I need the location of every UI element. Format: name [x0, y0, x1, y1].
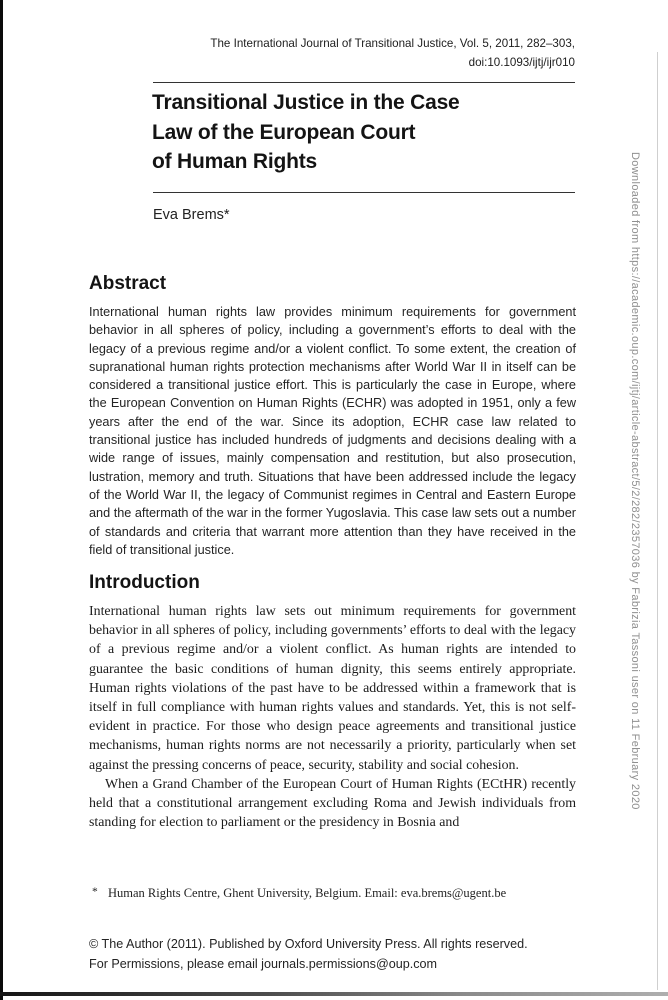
- article-title-line-1: Transitional Justice in the Case: [152, 91, 460, 114]
- footnote-marker: *: [92, 886, 98, 898]
- footnote-text: Human Rights Centre, Ghent University, Belgium. Email: eva.brems@ugent.be: [108, 886, 507, 900]
- divider-above-title: [153, 82, 575, 83]
- author-affiliation-footnote: [92, 886, 579, 901]
- article-title-line-2: Law of the European Court: [152, 120, 416, 144]
- article-title: [152, 88, 460, 177]
- copyright-line-2: For Permissions, please email journals.permissions@oup.com: [89, 956, 438, 971]
- page-scan-edge-right: [657, 52, 658, 990]
- divider-below-title: [153, 192, 575, 193]
- introduction-heading: Introduction: [89, 572, 200, 593]
- page-scan-edge-bottom: [0, 992, 668, 996]
- journal-doi: doi:10.1093/ijtj/ijr010: [468, 56, 575, 69]
- introduction-paragraph-1: International human rights law sets out minimum requirements for government behavior in all spheres of policy, including governments’ efforts to deal with the legacy of a previous regime and/or a violent conflict. As human rights are intended to guarantee the basic conditions of human dignity, this seems entirely appropriate. Human rights violations of the past have to be addressed within a framework that is itself in full compliance with human rights values and standards. Yet, this is not self-evident in practice. For those who design peace agreements and transitional justice mechanisms, human rights norms are not necessarily a priority, particularly when set against the pressing concerns of peace, security, stability and social cohesion.: [89, 604, 576, 773]
- copyright-notice: [89, 935, 576, 974]
- abstract-heading: Abstract: [89, 273, 167, 294]
- journal-citation-line: The International Journal of Transitional Justice, Vol. 5, 2011, 282–303,: [210, 37, 575, 50]
- copyright-line-1: © The Author (2011). Published by Oxford University Press. All rights reserved.: [89, 937, 528, 951]
- introduction-paragraph-2: When a Grand Chamber of the European Court of Human Rights (ECtHR) recently held that a constitutional arrangement excluding Roma and Jewish individuals from standing for election to parliament or the presidency in Bosnia and: [89, 776, 576, 831]
- abstract-text: International human rights law provides minimum requirements for government behavior in all spheres of policy, including a government’s efforts to deal with the legacy of a previous regime and/or a violent conflict. To some extent, the creation of supranational human rights protection mechanisms after World War II in itself can be considered a transitional justice effort. This is particularly the case in Europe, where the European Convention on Human Rights (ECHR) was adopted in 1951, only a few years after the end of the war. Since its adoption, ECHR case law related to transitional justice has included hundreds of judgments and decisions dealing with a wide range of issues, mainly compensation and restitution, but also prosecution, lustration, memory and truth. Situations that have been addressed include the legacy of the World War II, the legacy of Communist regimes in Central and Eastern Europe and the aftermath of the war in the former Yugoslavia. This case law sets out a number of standards and criteria that warrant more attention than they have received in the field of transitional justice.: [89, 305, 576, 557]
- introduction-text: [89, 602, 576, 832]
- journal-citation: [153, 34, 575, 72]
- article-title-line-3: of Human Rights: [152, 150, 317, 173]
- author-name: Eva Brems*: [153, 207, 230, 223]
- page-scan-edge-left: [0, 0, 3, 1000]
- download-watermark: Downloaded from https://academic.oup.com/ijtj/article-abstract/5/2/282/2357036 by Fabrizia Tassoni user on 11 February 2020: [629, 152, 641, 810]
